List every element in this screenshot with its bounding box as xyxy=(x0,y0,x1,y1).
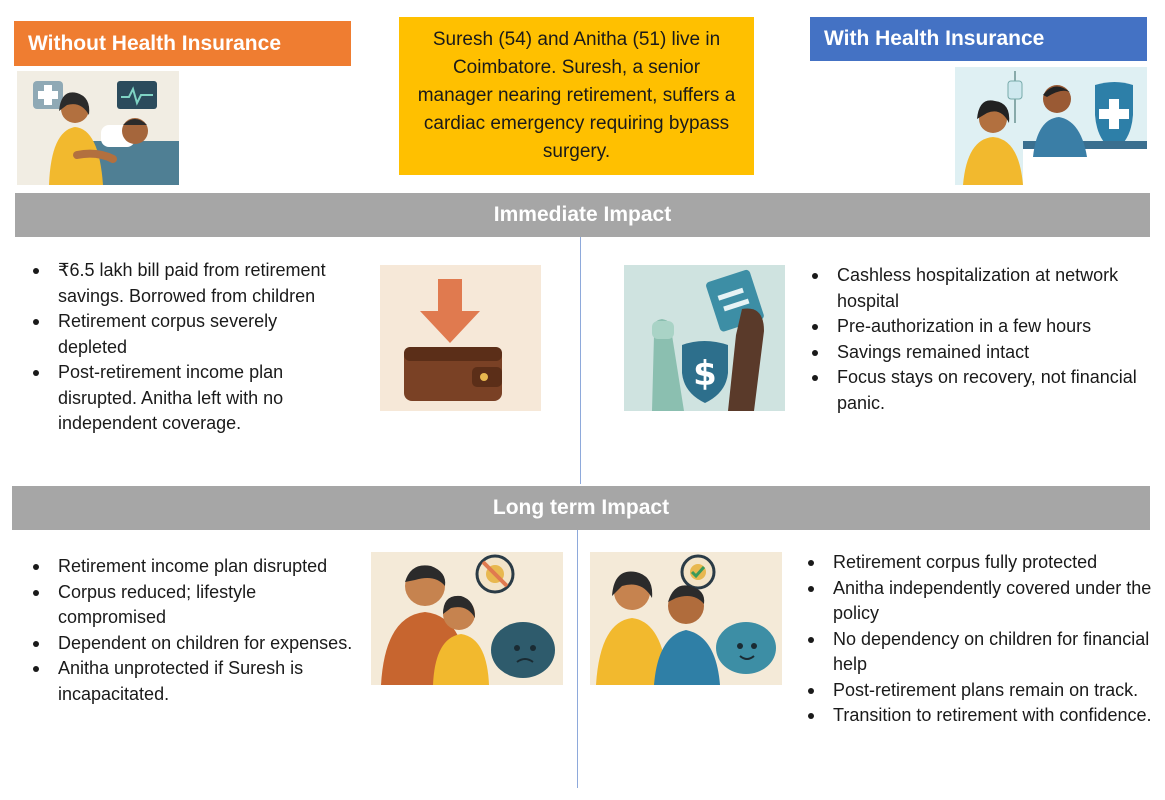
wallet-illustration xyxy=(380,265,541,411)
list-item: No dependency on children for financial help xyxy=(804,627,1154,678)
happy-family-illustration xyxy=(590,552,782,685)
immediate-divider xyxy=(580,237,581,484)
list-item: Post-retirement income plan disrupted. Anitha left with no independent coverage. xyxy=(29,360,329,437)
longterm-without-list xyxy=(29,554,364,707)
with-insurance-tag xyxy=(810,17,1147,61)
hospital-worried-illustration xyxy=(17,71,179,185)
immediate-without-list xyxy=(29,258,329,437)
without-insurance-label: Without Health Insurance xyxy=(28,31,281,55)
immediate-with-list xyxy=(808,263,1153,416)
svg-text:$: $ xyxy=(693,354,717,394)
longterm-impact-title: Long term Impact xyxy=(492,496,670,519)
list-item: Cashless hospitalization at network hospital xyxy=(808,263,1153,314)
list-item: Retirement corpus fully protected xyxy=(804,550,1154,576)
hospital-insured-illustration xyxy=(955,67,1147,185)
story-box xyxy=(399,17,754,175)
longterm-impact-header xyxy=(12,486,1150,530)
claim-shield-illustration xyxy=(624,265,785,411)
list-item: Corpus reduced; lifestyle compromised xyxy=(29,580,364,631)
with-insurance-label: With Health Insurance xyxy=(824,27,1045,50)
list-item: Retirement income plan disrupted xyxy=(29,554,364,580)
list-item: Post-retirement plans remain on track. xyxy=(804,678,1154,704)
list-item: Transition to retirement with confidence. xyxy=(804,703,1154,729)
list-item: Anitha independently covered under the policy xyxy=(804,576,1154,627)
without-insurance-tag xyxy=(14,21,351,66)
longterm-divider xyxy=(577,530,578,788)
list-item: ₹6.5 lakh bill paid from retirement savings. Borrowed from children xyxy=(29,258,329,309)
list-item: Dependent on children for expenses. xyxy=(29,631,364,657)
list-item: Anitha unprotected if Suresh is incapacitated. xyxy=(29,656,364,707)
immediate-impact-title: Immediate Impact xyxy=(493,203,672,226)
longterm-with-list xyxy=(804,550,1154,729)
immediate-impact-header xyxy=(15,193,1150,237)
list-item: Focus stays on recovery, not financial panic. xyxy=(808,365,1153,416)
list-item: Pre-authorization in a few hours xyxy=(808,314,1153,340)
story-text: Suresh (54) and Anitha (51) live in Coimbatore. Suresh, a senior manager nearing retirement, suffers a cardiac emergency requiring bypass surgery. xyxy=(417,29,736,162)
list-item: Retirement corpus severely depleted xyxy=(29,309,329,360)
sad-family-illustration xyxy=(371,552,563,685)
list-item: Savings remained intact xyxy=(808,340,1153,366)
